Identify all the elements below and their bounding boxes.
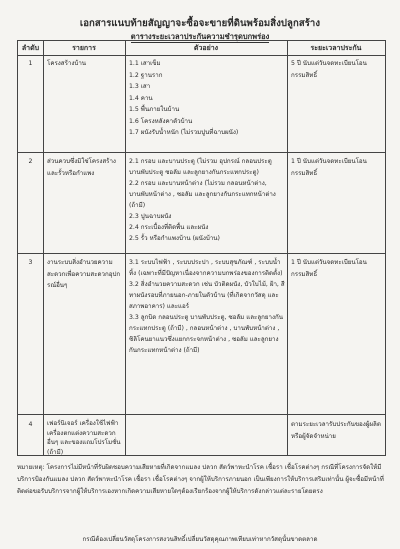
row-4-number: 4	[28, 421, 33, 428]
example-item: 2.1 กรอบ และบานประตู (ไม่รวม อุปกรณ์ กลอนประตู บานพับประตู ซอลัม และลูกยางกันกระแทกประตู)	[129, 158, 272, 176]
row-1-period: 5 ปี นับแต่วันจดทะเบียนโอนกรรมสิทธิ์	[291, 60, 367, 79]
example-item: 2.3 ปูนฉาบผนัง	[129, 213, 172, 220]
row-2-examples	[129, 156, 285, 244]
warranty-table	[17, 40, 386, 456]
example-item: 1.7 ผนังรับน้ำหนัก (ไม่รวมปูนที่ฉาบผนัง)	[129, 129, 239, 136]
example-item: 2.4 กระเบื้องที่ติดพื้น และผนัง	[129, 224, 209, 231]
column-divider	[43, 41, 44, 455]
row-2-item: ส่วนควบซึ่งมิใช่โครงสร้างและรั้วหรือกำแพง	[47, 158, 116, 177]
example-item: 1.3 เสา	[129, 83, 151, 90]
row-1-item: โครงสร้างบ้าน	[47, 60, 87, 67]
row-divider	[18, 152, 385, 153]
header-item: รายการ	[72, 44, 96, 52]
example-item: 2.2 กรอบ และบานหน้าต่าง (ไม่รวม กลอนหน้าต่าง, บานพับหน้าต่าง , ซอลัม และลูกยางกันกระแทกหน้าต่าง (ถ้ามี)	[129, 180, 276, 209]
row-2-number: 2	[28, 158, 33, 165]
document-title: เอกสารแนบท้ายสัญญาจะซื้อจะขายที่ดินพร้อมสิ่งปลูกสร้าง	[79, 18, 321, 29]
example-item: 1.2 ฐานราก	[129, 71, 163, 79]
column-divider	[125, 41, 126, 455]
example-item: 1.6 โครงหลังคาตัวบ้าน	[129, 117, 193, 125]
footer-note-2: กรณีต้องเปลี่ยนวัสดุโครงการสงวนสิทธิ์เปลี่ยนวัสดุคุณภาพเทียบเท่าหากวัสดุนั้นขาดตลาด	[82, 536, 318, 543]
subtitle-text: ตารางระยะเวลาประกันความชำรุดบกพร่อง	[130, 32, 270, 41]
footer-note: หมายเหตุ: โครงการไม่มีหน้าที่รับผิดชอบความเสียหายที่เกิดจากแมลง ปลวก สัตว์พาหะนำโรค เชื้อรา เชื้อโรคต่างๆ กรณีที่โครงการจัดให้มีบริการป้องกันแมลง ปลวก สัตว์พาหะนำโรค เชื้อรา เชื้อโรคต่างๆ จากผู้ให้บริการภายนอก เป็นเพียงการให้บริการเสริมเท่านั้น ผู้จะซื้อมีหน้าที่ติดต่อขอรับบริการจากผู้ให้บริการเองหากเกิดความเสียหายใดๆต้องเรียกร้องจากผู้ให้บริการดังกล่าวแต่ละรายโดยตรง	[17, 464, 384, 495]
example-item: 2.5 รั้ว หรือกำแพงบ้าน (ผนังบ้าน)	[129, 235, 220, 242]
row-1-examples	[129, 58, 285, 139]
footer-notes	[17, 462, 387, 498]
header-period: ระยะเวลาประกัน	[310, 44, 362, 52]
row-3-item: งานระบบสิ่งอำนวยความสะดวกเพื่อความสะดวกอุปกรณ์อื่นๆ	[47, 259, 121, 289]
example-item: 1.1 เสาเข็ม	[129, 60, 161, 67]
example-item: 3.2 สิ่งอำนวยความสะดวก เช่น บัวติดผนัง, บัวใบไม้, ฝ้า, สีทาผนังรอบที่ภายนอก-ภายในตัวบ้าน (ที่เกิดจากวัสดุ และสภาพอาคาร) และแอร์	[129, 281, 285, 310]
row-2-period: 1 ปี นับแต่วันจดทะเบียนโอนกรรมสิทธิ์	[291, 158, 367, 177]
column-divider	[287, 41, 288, 455]
header-no: ลำดับ	[21, 44, 40, 52]
row-divider	[18, 253, 385, 254]
row-divider	[18, 414, 385, 415]
row-3-number: 3	[28, 259, 33, 266]
row-1-number: 1	[28, 60, 33, 67]
row-4-item: เฟอร์นิเจอร์ เครื่องใช้ไฟฟ้า เครื่องตกแต่งความสะดวกอื่นๆ และของแถมโปรโมชั่น (ถ้ามี)	[47, 420, 121, 456]
example-item: 3.1 ระบบไฟฟ้า , ระบบประปา , ระบบสุขภัณฑ์ , ระบบน้ำทิ้ง (เฉพาะที่มีปัญหาเนื่องจากความบกพร่องของการติดตั้ง)	[129, 259, 283, 277]
row-3-examples	[129, 257, 285, 356]
row-4-period: ตามระยะเวลารับประกันของผู้ผลิต หรือผู้จัดจำหน่าย	[291, 421, 381, 440]
example-item: 1.4 คาน	[129, 94, 153, 102]
row-3-period: 1 ปี นับแต่วันจดทะเบียนโอนกรรมสิทธิ์	[291, 259, 367, 278]
example-item: 3.3 ลูกบิด กลอนประตู บานพับประตู, ซอลัม และลูกยางกันกระแทกประตู (ถ้ามี) , กลอนหน้าต่าง , บานพับหน้าต่าง , ซิลิโคนยาแนวซึ่งแยกกระจกหน้าต่าง , ซอลัม และลูกยางกันกระแทกหน้าต่าง (ถ้ามี)	[129, 314, 283, 354]
header-examples: ตัวอย่าง	[193, 44, 219, 52]
example-item: 1.5 พื้นภายในบ้าน	[129, 106, 180, 113]
